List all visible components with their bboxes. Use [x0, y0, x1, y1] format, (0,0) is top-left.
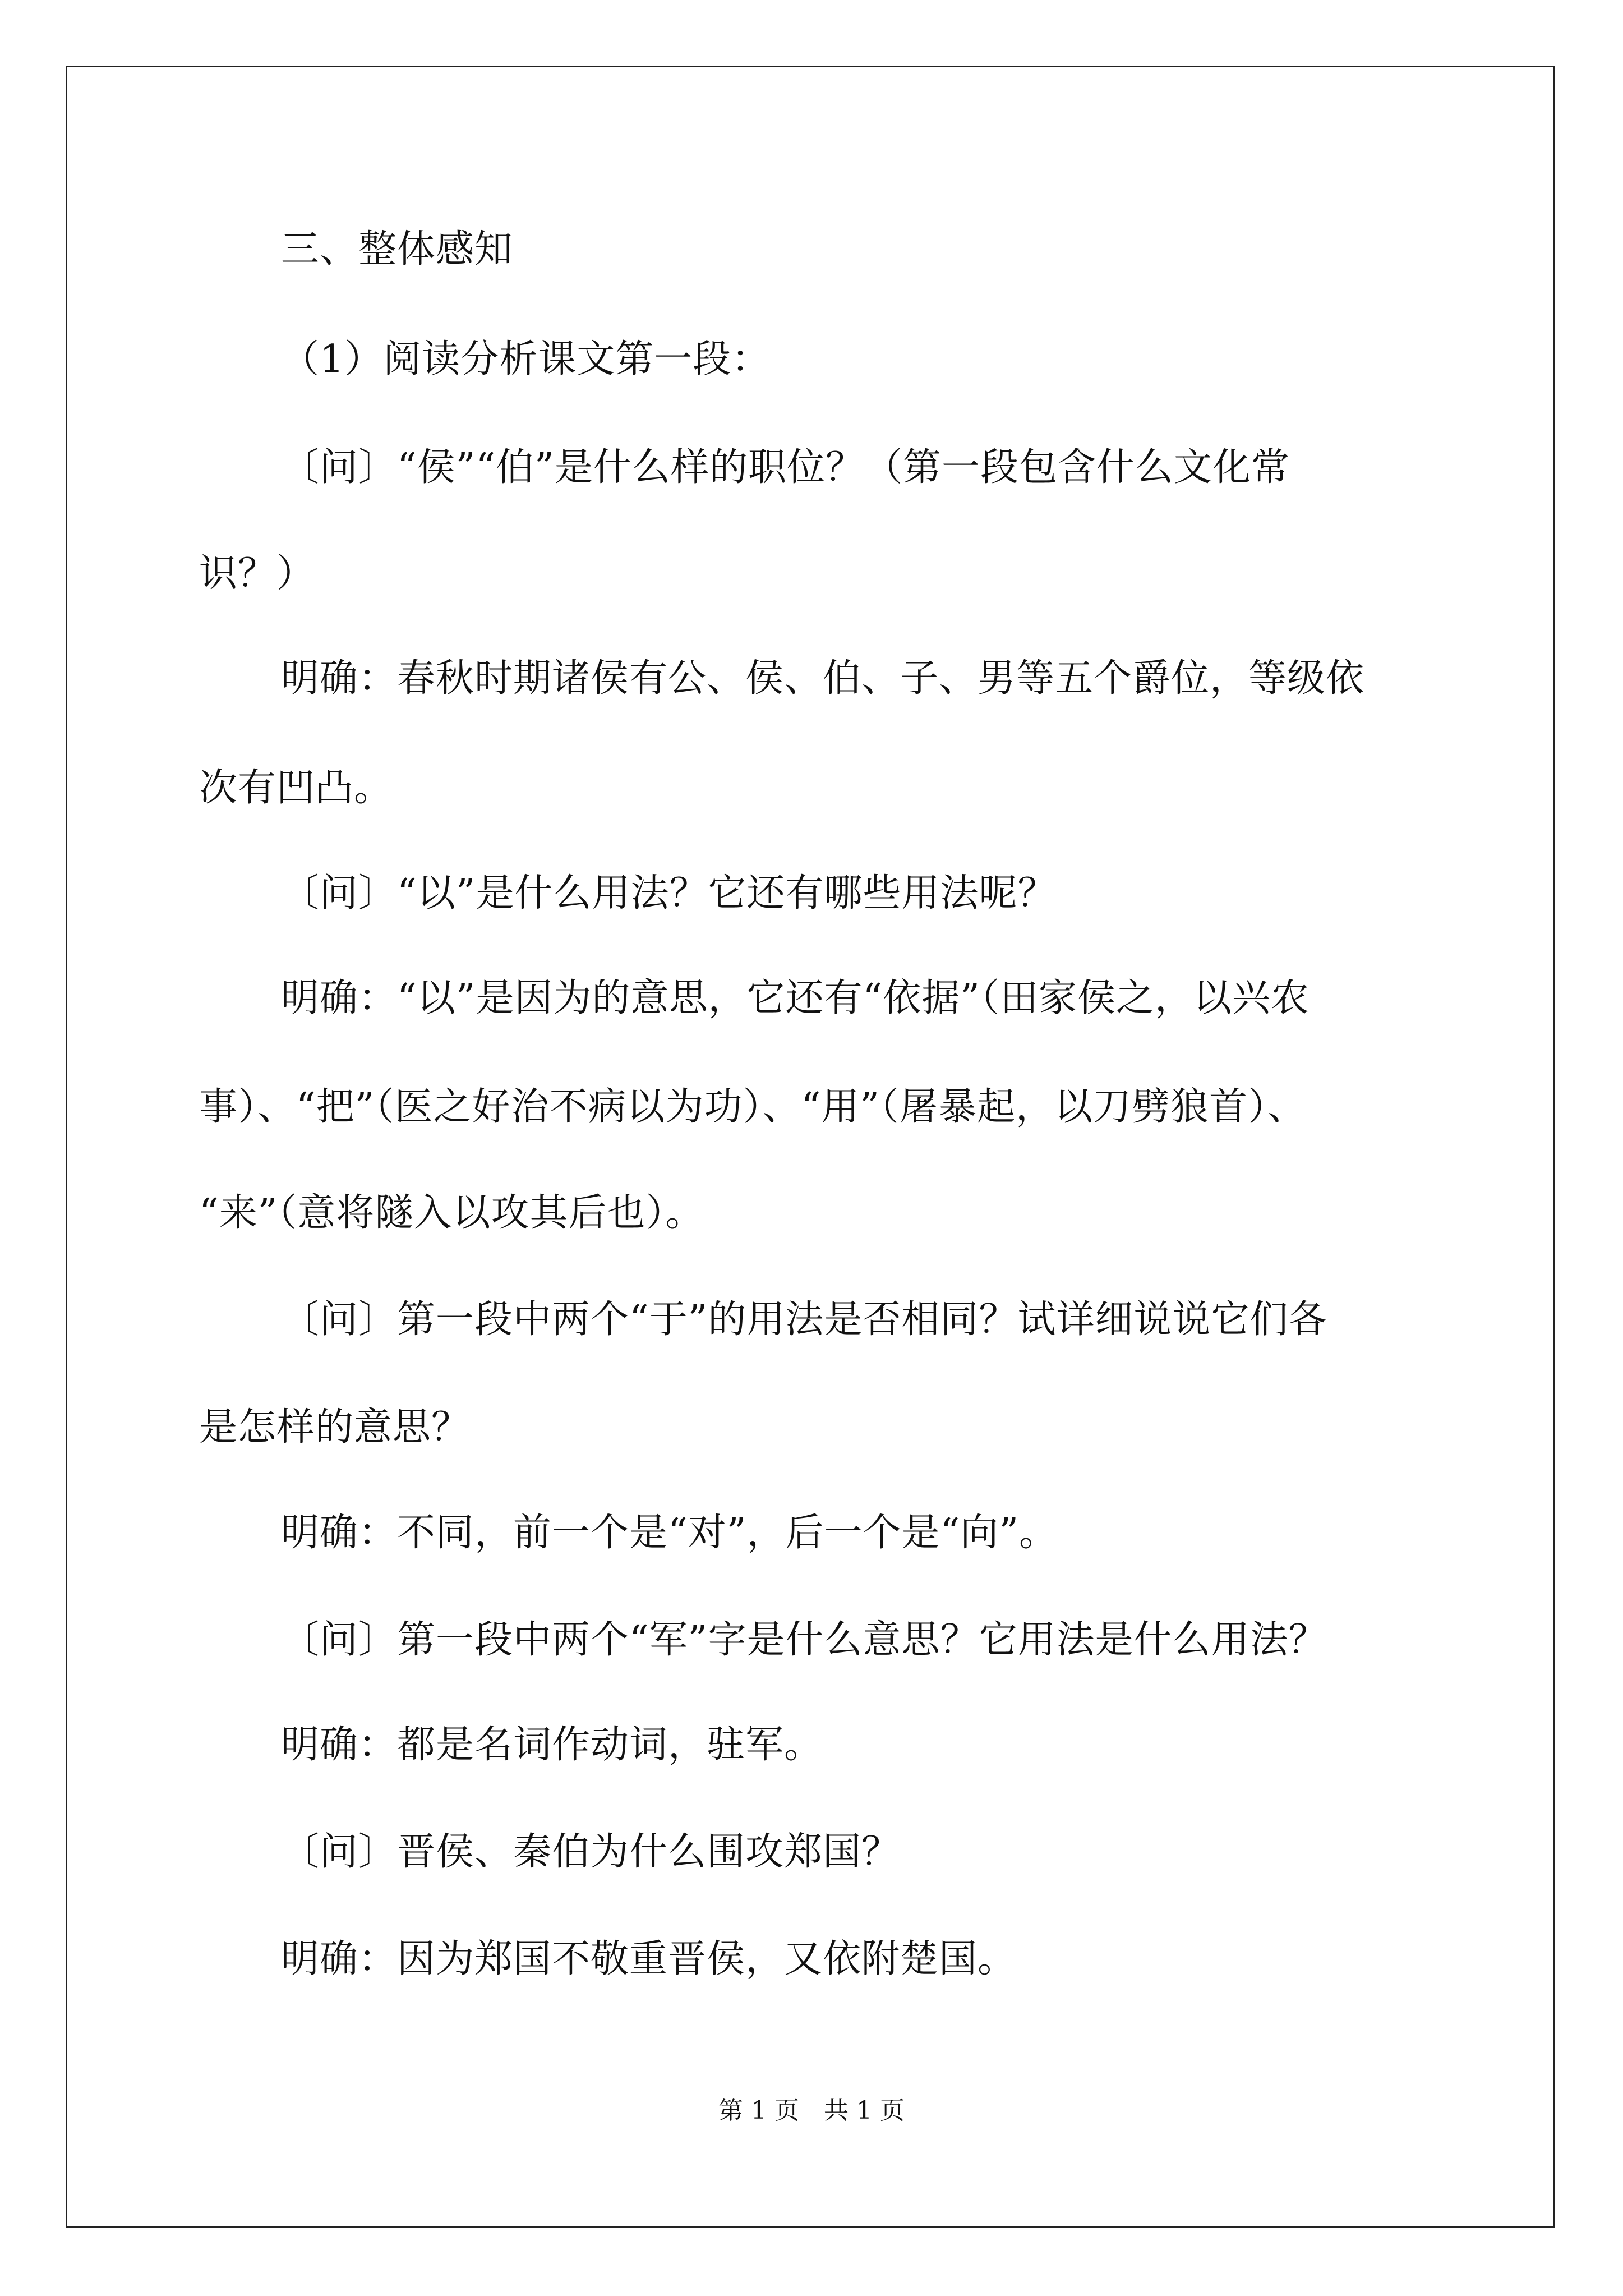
- answer-paragraph-continued: 次有凹凸。: [199, 766, 393, 810]
- answer-paragraph: 明确：都是名词作动词，驻军。: [281, 1723, 823, 1767]
- answer-paragraph: 明确：春秋时期诸侯有公、侯、伯、子、男等五个爵位，等级依: [281, 656, 1365, 701]
- section-heading: 三、整体感知: [281, 227, 514, 272]
- question-paragraph-continued: 识？）: [199, 551, 316, 596]
- answer-paragraph: 明确：不同，前一个是“对”，后一个是“向”。: [281, 1511, 1058, 1555]
- question-paragraph: 〔问〕晋侯、秦伯为什么围攻郑国？: [281, 1830, 901, 1874]
- question-paragraph: 〔问〕第一段中两个“军”字是什么意思？它用法是什么用法？: [281, 1618, 1327, 1662]
- question-paragraph: 〔问〕“以”是什么用法？它还有哪些用法呢？: [281, 871, 1057, 915]
- answer-paragraph: 明确：因为郑国不敬重晋侯，又依附楚国。: [281, 1937, 1017, 1981]
- question-paragraph: 〔问〕第一段中两个“于”的用法是否相同？试详细说说它们各: [281, 1297, 1327, 1342]
- answer-paragraph-continued: 事）、“把”（医之好治不病以为功）、“用”（屠暴起，以刀劈狼首）、: [199, 1085, 1307, 1129]
- question-paragraph-continued: 是怎样的意思？: [199, 1405, 471, 1450]
- answer-paragraph: 明确：“以”是因为的意思，它还有“依据”（田家侯之，以兴农: [281, 976, 1310, 1020]
- question-paragraph: 〔问〕“侯”“伯”是什么样的职位？（第一段包含什么文化常: [281, 445, 1290, 490]
- subsection-heading: （1）阅读分析课文第一段：: [281, 337, 771, 381]
- answer-paragraph-continued: “来”（意将隧入以攻其后也）。: [199, 1191, 704, 1235]
- page-number-footer: 第 1 页 共 1 页: [718, 2096, 905, 2125]
- page-border: [66, 66, 1555, 2228]
